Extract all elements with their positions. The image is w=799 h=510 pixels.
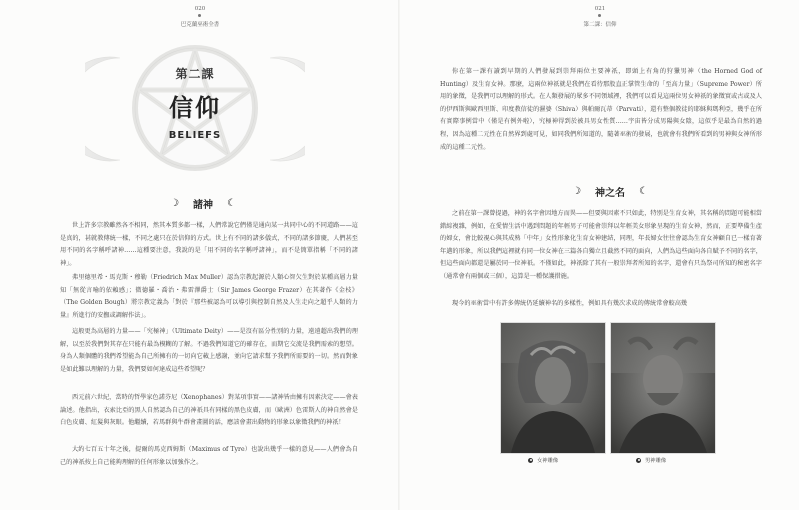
page-dot — [198, 14, 201, 17]
paragraph: 世上許多宗教雖然各不相同，然其本質多都一樣，人們常說它們僅是通向某一共同中心的不同道路——這是真的，甚就教傳統一樣，不同之處只在於信仰的方式。世上有不同的諸多儀式，不同的諸多節慶，人們甚至用不同的名字稱呼諸神……這種要注意，我說的是「用不同的名字稱呼諸神」，而不是簡單指稱「不同的諸神」。 — [60, 222, 358, 267]
moon-left-icon: ☽ — [572, 186, 581, 197]
chapter-title: 信仰 — [169, 93, 221, 122]
paragraph: 之前在第一課曾提過，神的名字會因地方而異——但要與因素不只如此，特別是生育女神，其名稱的問題可能相當錯綜複雜，例如，在愛情生活中遇到問題的年輕男子可能會崇拜以年輕美女形象呈現的生育女神，然而，正要準備生產的婦女，會比較視心與其成熟「中年」女性形象化生育女神建結，同理，年長婦女往往會認為生育女神顧自已一樣育著年邁的形象，所以我們這裡就有同一位女神在三篇各自獨立且截然不同的面向，人們為這些面向各自賦予不同的名字，但這些面向都還是屬於同一位神祇。不僅如此，神祇除了其有一般崇拜者所知的名字，還會有只為祭司所知的秘密名字（通常會有兩個或三個），這算是一種保護措施。 — [440, 210, 762, 280]
running-head: 巴克蘭巫術全書 — [180, 22, 220, 28]
caption-text: 男神雕像 — [645, 458, 667, 464]
god-statue-photo — [610, 322, 716, 454]
goddess-statue-photo — [500, 322, 606, 454]
caption-text: 女神雕像 — [537, 458, 559, 464]
caption-bullet-icon — [636, 458, 641, 463]
running-head: 第二課：信仰 — [583, 22, 617, 28]
paragraph: 弗里德里希・馬克斯・穆勒（Friedrich Max Muller）認為宗教起源於人類心智欠生對於某種高層力量知「無從言喻的依賴感」；微德羅・喬治・弗雷澤爵士（Sir James George Frazer）在其著作《金枝》（The Golden Bough）將宗教定義為「對於『那些被認為可以導引與控制自然及人生走向之超乎人類的力量』所進行的安撫或調解作法」。 — [60, 274, 358, 319]
moon-left-icon: ☽ — [170, 198, 179, 209]
photo-caption — [636, 456, 666, 464]
moon-right-icon: ☾ — [226, 198, 236, 209]
paragraph: 現今的巫術當中有許多傳統仍延續神名的多樣性，例如具有幾次求成的傳統常會較高幾 — [452, 300, 688, 307]
caption-bullet-icon — [528, 458, 533, 463]
paragraph: 大約七百五十年之後，提爾的馬克西姆斯（Maximus of Tyre）也說出幾乎一樣的意見——人們會為自己的神祇按上自己能夠理解的任何形象以加強作之。 — [60, 446, 358, 466]
section-heading-text: 神之名 — [594, 188, 625, 199]
left-page — [0, 0, 399, 510]
right-page — [400, 0, 799, 510]
photo-caption — [528, 456, 558, 464]
paragraph: 你在第一課有讀到早期的人們發展到崇拜兩位主要神祇，即頭上有角的狩獵男神（the Horned God of Hunting）及生育女神。那麼，這兩位神祇就是我們在看待那股直正掌管生命的「至高力量」（Supreme Power）所用的象徵，是我們可以理解的形式。在人類發展的眾多不同領域裡，我們可以看見這兩位男女神祇的象徵實或古或及人的伊西斯與歐西里斯、印度教信徒的濕婆（Shiva）與帕爾瓦蒂（Parvati），還有整個教徒的耶穌與瑪利亞，幾乎在所有實際事例當中（僅是有例外啦），究極神得到於被具男女性質……宇宙皆分成男陽與女陰，這似乎是最為自然的過程，因為這種二元性在自然界到處可見，如同我們所知道的，隨著巫術的發展，也就會有我們所看到的男神與女神所形成的這種二元性。 — [440, 68, 762, 151]
page-number: 021 — [594, 6, 606, 12]
paragraph: 西元前六世紀，當時的哲學家色諾芬尼（Xenophanes）對某項事實——諸神皆由擁有因素決定——會表論述。他指出，衣索比亞的黑人自然認為自己的神祇具有同樣的黑色皮膚，而（歐洲）色雷斯人的神自然會是白色皮膚、紅髮與灰眼。他繼續，若馬群與牛群會畫圖的話，應該會畫出動物的形象以象徵我們的神祇！ — [60, 394, 358, 427]
page-dot — [598, 14, 601, 17]
section-heading-gods — [170, 196, 236, 211]
section-heading-text: 諸神 — [192, 200, 213, 211]
chapter-number: 第二課 — [175, 67, 215, 81]
paragraph: 這般更為高層的力量——「究極神」（Ultimate Deity）——是沒有區分性別的力量，遠遠超出我們的理解，以至於我們對其存在只能有最為模糊的了解。不過我們知道它的確存在，而期它交流是我們需索的想望。身為人類個體的我們希望能為自己所擁有的一切向它載上感謝，並向它請求幫予我們所需要的一切。然而對象是如此難以理解的力量，我們要如何達成這些希望呢？ — [60, 328, 358, 373]
section-heading-names-of-god — [572, 184, 648, 199]
page-number: 020 — [194, 6, 206, 12]
chapter-title-en: BELIEFS — [168, 130, 222, 141]
moon-right-icon: ☾ — [638, 186, 648, 197]
